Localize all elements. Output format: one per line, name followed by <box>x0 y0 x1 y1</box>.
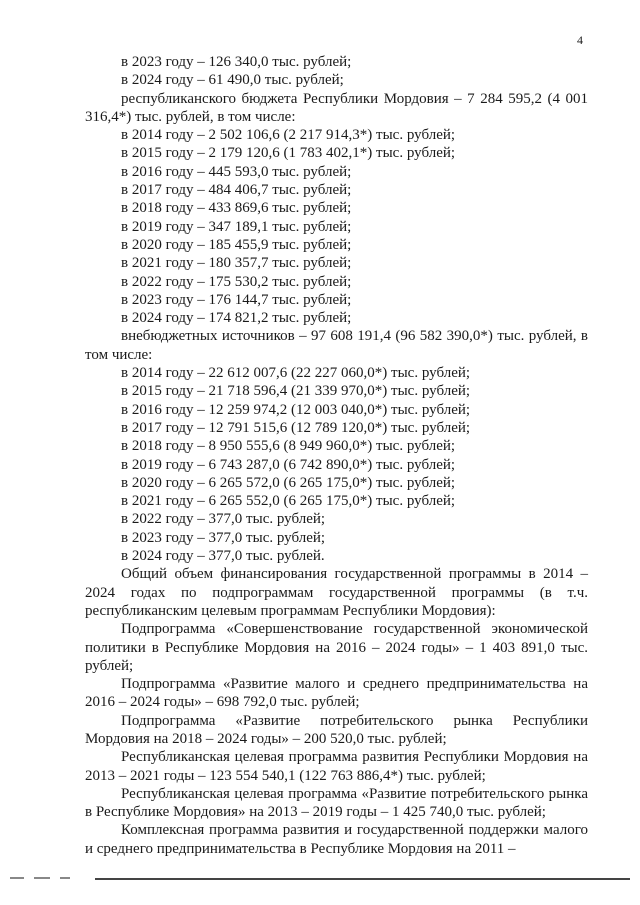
paragraph: республиканского бюджета Республики Мордовия – 7 284 595,2 (4 001 316,4*) тыс. рублей, в том числе: <box>85 90 588 125</box>
funding-line: в 2014 году – 2 502 106,6 (2 217 914,3*) тыс. рублей; <box>121 127 456 144</box>
funding-line: в 2022 году – 377,0 тыс. рублей; <box>121 511 326 528</box>
paragraph: Подпрограмма «Совершенствование государственной экономической политики в Республике Мордовия на 2016 – 2024 годы» – 1 403 891,0 тыс. рублей; <box>85 621 588 674</box>
funding-line: в 2016 году – 445 593,0 тыс. рублей; <box>121 163 352 180</box>
funding-line: в 2021 году – 6 265 552,0 (6 265 175,0*) тыс. рублей; <box>121 493 456 510</box>
funding-line: в 2014 году – 22 612 007,6 (22 227 060,0*) тыс. рублей; <box>121 365 471 382</box>
funding-line: в 2015 году – 21 718 596,4 (21 339 970,0*) тыс. рублей; <box>121 383 471 400</box>
paragraph: Подпрограмма «Развитие малого и среднего предпринимательства на 2016 – 2024 годы» – 698 792,0 тыс. рублей; <box>85 676 588 711</box>
funding-line: в 2022 году – 175 530,2 тыс. рублей; <box>121 273 352 290</box>
funding-line: в 2016 году – 12 259 974,2 (12 003 040,0*) тыс. рублей; <box>121 401 471 418</box>
paragraph: Комплексная программа развития и государственной поддержки малого и среднего предпринимательства в Республике Мордовия на 2011 – <box>85 822 588 857</box>
page-number: 4 <box>577 33 583 47</box>
page-bottom-rule <box>95 878 630 880</box>
funding-line: в 2019 году – 6 743 287,0 (6 742 890,0*) тыс. рублей; <box>121 456 456 473</box>
funding-line: в 2023 году – 176 144,7 тыс. рублей; <box>121 291 352 308</box>
funding-line: в 2015 году – 2 179 120,6 (1 783 402,1*) тыс. рублей; <box>121 145 456 162</box>
funding-line: в 2020 году – 185 455,9 тыс. рублей; <box>121 236 352 253</box>
paragraph: Республиканская целевая программа развития Республики Мордовия на 2013 – 2021 годы – 123 554 540,1 (122 763 886,4*) тыс. рублей; <box>85 749 588 784</box>
funding-line: в 2024 году – 61 490,0 тыс. рублей; <box>121 72 344 89</box>
paragraph: Общий объем финансирования государственной программы в 2014 – 2024 годах по подпрограммам государственной программы (в т.ч. республиканским целевым программам Республики Мордовия): <box>85 566 588 619</box>
scan-artifact <box>60 877 70 879</box>
funding-line: в 2024 году – 377,0 тыс. рублей. <box>121 548 325 565</box>
funding-line: в 2023 году – 126 340,0 тыс. рублей; <box>121 54 352 70</box>
funding-line: в 2017 году – 12 791 515,6 (12 789 120,0*) тыс. рублей; <box>121 419 471 436</box>
document-body <box>85 53 588 858</box>
scan-artifact <box>10 877 24 879</box>
funding-line: в 2019 году – 347 189,1 тыс. рублей; <box>121 218 352 235</box>
funding-line: в 2018 году – 433 869,6 тыс. рублей; <box>121 200 352 217</box>
funding-line: в 2018 году – 8 950 555,6 (8 949 960,0*) тыс. рублей; <box>121 438 456 455</box>
paragraph: Республиканская целевая программа «Развитие потребительского рынка в Республике Мордовия» на 2013 – 2019 годы – 1 425 740,0 тыс. рублей; <box>85 785 588 821</box>
funding-line: в 2017 году – 484 406,7 тыс. рублей; <box>121 182 352 199</box>
scan-artifact <box>34 877 50 879</box>
funding-line: в 2021 году – 180 357,7 тыс. рублей; <box>121 255 352 272</box>
funding-line: в 2020 году – 6 265 572,0 (6 265 175,0*) тыс. рублей; <box>121 474 456 491</box>
funding-line: в 2023 году – 377,0 тыс. рублей; <box>121 529 326 546</box>
paragraph: Подпрограмма «Развитие потребительского рынка Республики Мордовия на 2018 – 2024 годы» – 200 520,0 тыс. рублей; <box>85 712 588 747</box>
funding-line: в 2024 году – 174 821,2 тыс. рублей; <box>121 310 352 327</box>
paragraph: внебюджетных источников – 97 608 191,4 (96 582 390,0*) тыс. рублей, в том числе: <box>85 328 588 363</box>
